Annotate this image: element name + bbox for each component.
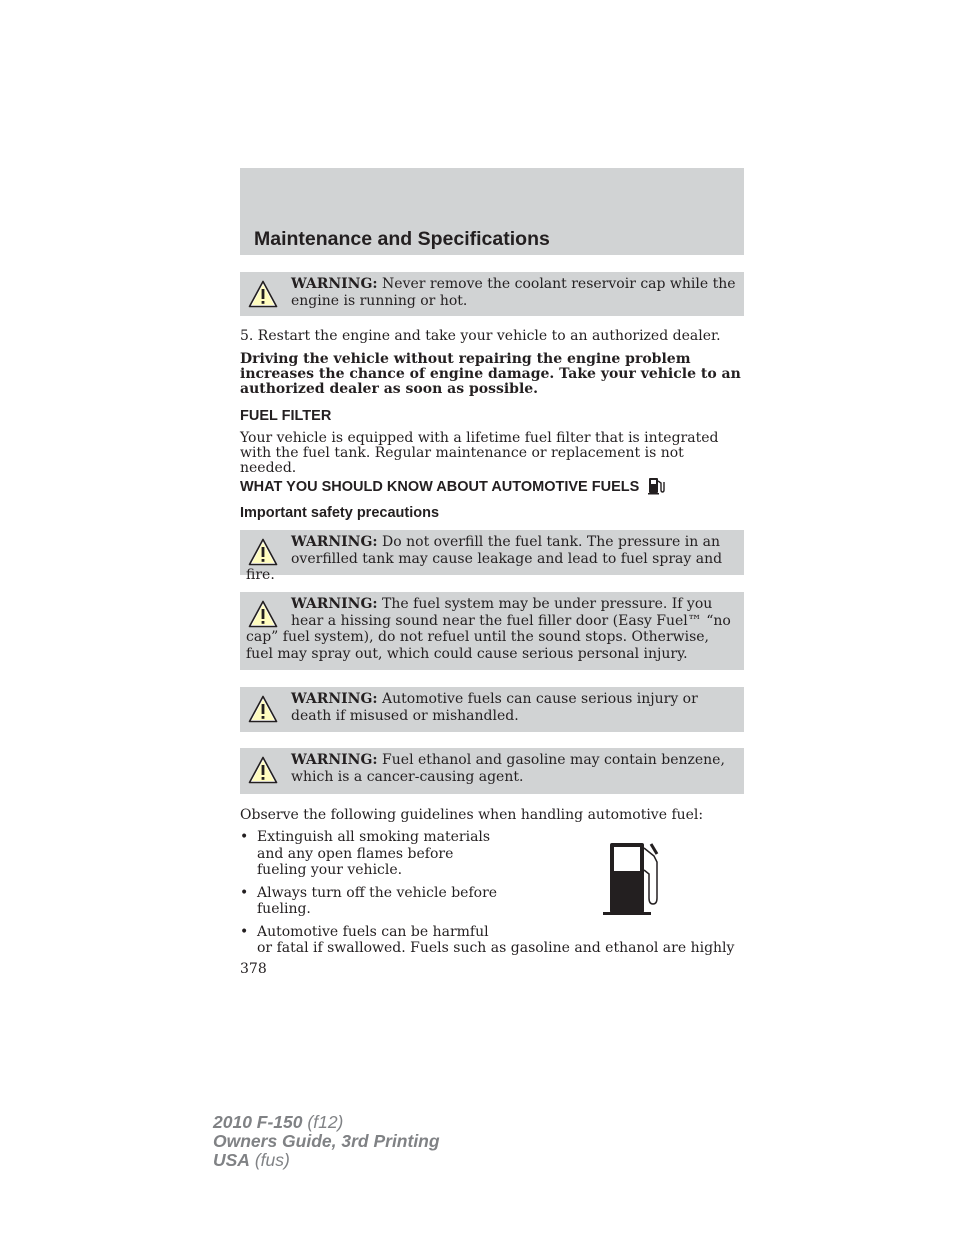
safety-precautions-heading: Important safety precautions — [240, 505, 440, 521]
engine-damage-notice: Driving the vehicle without repairing the engine problem increases the chance of engine damage. Take your vehicle to an authorized dealer as soon as possible. — [240, 351, 741, 397]
guidelines-intro: Observe the following guidelines when handling automotive fuel: — [240, 807, 704, 823]
list-item-text: Extinguish all smoking materials and any open flames before fueling your vehicle. — [257, 829, 491, 878]
fuel-pump-illustration — [601, 838, 665, 918]
automotive-fuels-heading-text: WHAT YOU SHOULD KNOW ABOUT AUTOMOTIVE FUELS — [240, 479, 640, 495]
warning-text: Fuel ethanol and gasoline may contain benzene, which is a cancer-causing agent. — [291, 752, 725, 785]
section-header-band — [240, 168, 744, 255]
warning-box-injury — [240, 687, 744, 732]
warning-text: Never remove the coolant reservoir cap while the engine is running or hot. — [291, 276, 736, 309]
footer-region-code: (fus) — [254, 1150, 290, 1170]
list-item: • Automotive fuels can be harmful or fatal if swallowed. Fuels such as gasoline and ethanol are highly — [240, 923, 735, 956]
list-item: • Extinguish all smoking materials and any open flames before fueling your vehicle. — [240, 829, 491, 878]
list-item-continuation: or fatal if swallowed. Fuels such as gasoline and ethanol are highly — [257, 940, 735, 956]
warning-triangle-icon — [248, 280, 278, 308]
warning-label: WARNING: — [291, 752, 378, 768]
warning-triangle-icon — [248, 538, 278, 566]
warning-box-benzene — [240, 748, 744, 794]
warning-label: WARNING: — [291, 596, 378, 612]
section-title: Maintenance and Specifications — [254, 228, 550, 250]
warning-triangle-icon — [248, 756, 278, 784]
footer-document-info — [213, 1113, 440, 1170]
automotive-fuels-heading — [240, 475, 665, 495]
warning-label: WARNING: — [291, 276, 378, 292]
warning-triangle-icon — [248, 600, 278, 628]
footer-model-code: (f12) — [307, 1112, 344, 1132]
warning-text: Do not overfill the fuel tank. The pressure in an overfilled tank may cause leakage and lead to fuel spray and fire. — [246, 534, 723, 583]
list-item-text: Always turn off the vehicle before fueling. — [257, 884, 498, 917]
warning-box-coolant — [240, 272, 744, 316]
warning-text: Automotive fuels can cause serious injury or death if misused or mishandled. — [291, 691, 698, 724]
fuel-pump-icon — [647, 475, 665, 495]
list-item-text: Automotive fuels can be harmful — [257, 923, 489, 940]
warning-box-pressure — [240, 592, 744, 670]
page-number: 378 — [240, 961, 267, 977]
step-5: 5. Restart the engine and take your vehicle to an authorized dealer. — [240, 328, 721, 344]
footer-region: USA — [213, 1150, 250, 1170]
fuel-filter-heading: FUEL FILTER — [240, 408, 332, 424]
warning-label: WARNING: — [291, 534, 378, 550]
warning-box-overfill — [240, 530, 744, 583]
warning-text: The fuel system may be under pressure. If you hear a hissing sound near the fuel filler door (Easy Fuel™ “no cap” fuel system), do not refuel until the sound stops. Otherwise, fuel may spray out, which could cause serious personal injury. — [246, 596, 731, 662]
warning-label: WARNING: — [291, 691, 378, 707]
warning-triangle-icon — [248, 695, 278, 723]
list-item: • Always turn off the vehicle before fueling. — [240, 884, 498, 917]
footer-guide: Owners Guide, 3rd Printing — [213, 1131, 440, 1151]
fuel-filter-text: Your vehicle is equipped with a lifetime fuel filter that is integrated with the fuel tank. Regular maintenance or replacement is not needed. — [240, 430, 719, 476]
guidelines-list — [240, 829, 750, 957]
footer-model: 2010 F-150 — [213, 1112, 303, 1132]
